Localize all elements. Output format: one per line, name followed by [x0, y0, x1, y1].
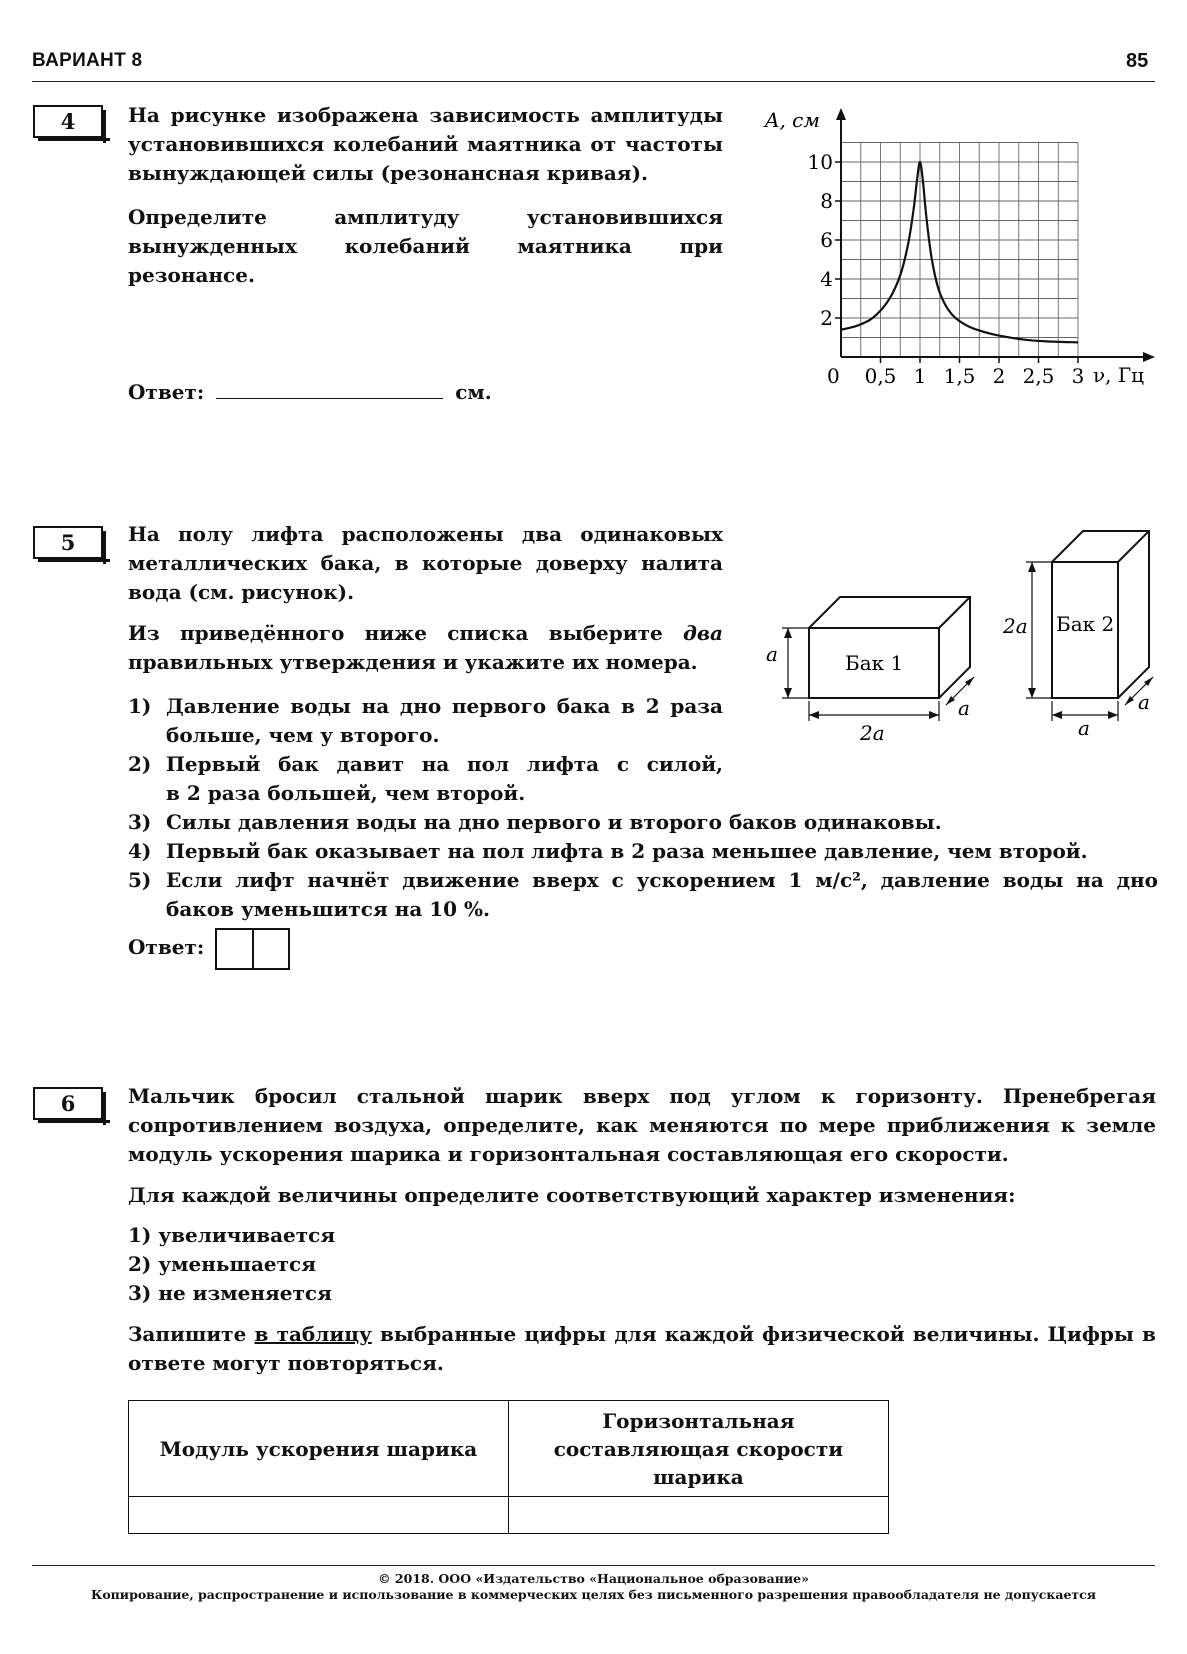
- underlined-in-table: в таблицу: [254, 1322, 372, 1346]
- tank-1-height-label: a: [766, 642, 778, 666]
- tank-2-edge: [1118, 531, 1149, 562]
- footer-copyright: © 2018. ООО «Издательство «Национальное образование»: [378, 1571, 809, 1586]
- table-answer-cell-2[interactable]: [508, 1497, 888, 1534]
- question-4-number: 4: [33, 105, 103, 138]
- question-5-option: 2) Первый бак давит на пол лифта с силой, в 2 раза большей, чем второй.: [128, 752, 723, 805]
- chart-grid: [841, 143, 1078, 358]
- tanks-figure: [760, 525, 1160, 750]
- footer-divider: [32, 1565, 1155, 1566]
- x-tick-label: 0,5: [864, 364, 897, 388]
- question-4-answer-row: [128, 378, 492, 407]
- question-6-option: 2) уменьшается: [128, 1252, 316, 1276]
- question-6-answer-table: [128, 1400, 889, 1534]
- header-divider: [32, 81, 1155, 82]
- x-tick-label: 2,5: [1022, 364, 1055, 388]
- question-4-answer-field[interactable]: [216, 397, 443, 399]
- footer-disclaimer: Копирование, распространение и использование в коммерческих целях без письменного разрешения правообладателя не допускается: [90, 1587, 1097, 1602]
- y-axis-label: A, см: [765, 108, 820, 132]
- x-tick-label: 3: [1071, 364, 1085, 388]
- y-axis-arrow: [836, 108, 846, 120]
- y-tick-label: 2: [820, 306, 833, 330]
- question-4-answer-unit: см.: [455, 380, 492, 404]
- question-5-answer-cells[interactable]: [215, 928, 290, 970]
- y-tick-label: 10: [807, 150, 833, 174]
- question-5-intro-line-3: вода (см. рисунок).: [128, 580, 355, 604]
- table-header-horizontal-velocity: Горизонтальная составляющая скорости шарика: [508, 1401, 888, 1497]
- tank-1-width-label: 2a: [860, 721, 885, 745]
- tank-2-depth-label: a: [1138, 690, 1150, 714]
- question-5-instruction: [128, 619, 723, 677]
- question-4-task: [128, 203, 723, 290]
- tank-2-height-label: 2a: [1003, 614, 1028, 638]
- variant-header: ВАРИАНТ 8: [32, 50, 143, 71]
- tank-1-edges: [809, 597, 970, 698]
- table-answer-cell-1[interactable]: [129, 1497, 509, 1534]
- y-tick-label: 6: [820, 228, 833, 252]
- question-5-option: 1) Давление воды на дно первого бака в 2 раза больше, чем у второго.: [128, 694, 723, 747]
- question-5-intro-line-2: металлических бака, в которые доверху налита: [128, 551, 723, 575]
- tank-1-depth-label: a: [958, 696, 970, 720]
- x-axis-label: ν, Гц: [1093, 363, 1144, 387]
- question-6-table-instruction: Запишите в таблицу выбранные цифры для каждой физической величины. Цифры в ответе могут повторяться.: [128, 1322, 1156, 1375]
- tank-1-edge: [939, 597, 970, 628]
- question-6-option: 3) не изменяется: [128, 1281, 332, 1305]
- question-5-option: 5) Если лифт начнёт движение вверх с ускорением 1 м/с², давление воды на дно баков уменьшится на 10 %.: [128, 868, 1158, 921]
- question-5-intro: [128, 520, 723, 607]
- question-5-answer-label: Ответ:: [128, 935, 205, 959]
- y-tick-label: 4: [820, 267, 833, 291]
- question-4-intro: На рисунке изображена зависимость амплитуды установившихся колебаний маятника от частоты вынуждающей силы (резонансная кривая).: [128, 103, 723, 185]
- tank-1-label: Бак 1: [845, 651, 904, 675]
- question-6-option: 1) увеличивается: [128, 1223, 336, 1247]
- x-tick-label: 1: [913, 364, 927, 388]
- question-6-instruction: Для каждой величины определите соответствующий характер изменения:: [128, 1183, 1016, 1207]
- x-tick-label: 1,5: [943, 364, 976, 388]
- x-tick-label: 2: [992, 364, 1006, 388]
- question-5-instruction-line-2: правильных утверждения и укажите их номера.: [128, 650, 698, 674]
- question-4-task-line-1: Определите амплитуду установившихся: [128, 205, 723, 229]
- question-5-number: 5: [33, 526, 103, 559]
- question-5-option: 4) Первый бак оказывает на пол лифта в 2 раза меньшее давление, чем второй.: [128, 839, 1088, 863]
- question-4-answer-label: Ответ:: [128, 380, 205, 404]
- chart-ticks: [808, 150, 1085, 388]
- page-number: 85: [1126, 50, 1149, 72]
- question-6-number: 6: [33, 1087, 103, 1120]
- origin-label: 0: [827, 364, 840, 388]
- question-6-options: [128, 1221, 335, 1308]
- tank-2-label: Бак 2: [1056, 612, 1115, 636]
- y-tick-label: 8: [820, 189, 833, 213]
- emphasis-two: два: [683, 621, 723, 645]
- question-4-task-line-2: вынужденных колебаний маятника при: [128, 234, 723, 258]
- question-5-intro-line-1: На полу лифта расположены два одинаковых: [128, 522, 723, 546]
- tank-2-width-label: a: [1078, 716, 1090, 740]
- question-5-option: 3) Силы давления воды на дно первого и второго баков одинаковы.: [128, 810, 942, 834]
- question-5-instruction-line-1: Из приведённого ниже списка выберите два: [128, 621, 723, 645]
- question-6-intro: Мальчик бросил стальной шарик вверх под углом к горизонту. Пренебрегая сопротивлением воздуха, определите, как меняются по мере приближения к земле модуль ускорения шарика и горизонтальная составляющая его скорости.: [128, 1084, 1156, 1166]
- question-4-task-line-3: резонансе.: [128, 263, 255, 287]
- resonance-chart: [755, 100, 1165, 390]
- table-header-acceleration: Модуль ускорения шарика: [129, 1401, 509, 1497]
- x-axis-arrow: [1143, 352, 1155, 362]
